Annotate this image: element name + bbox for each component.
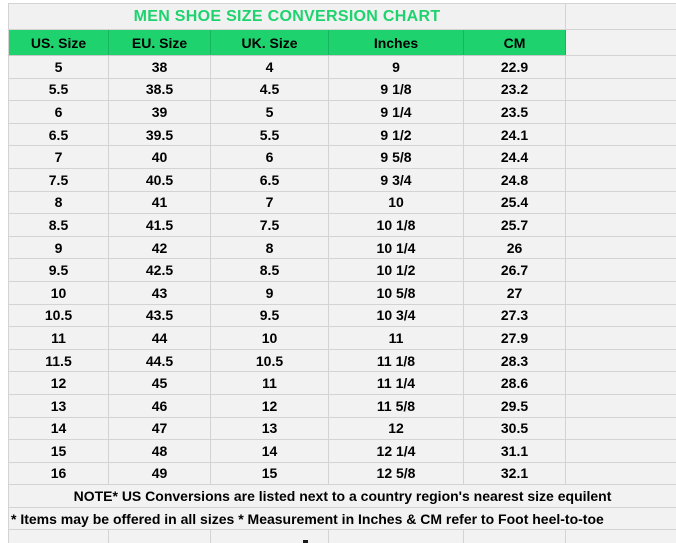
- column-header-eu-size: EU. Size: [109, 30, 211, 56]
- table-cell: 25.4: [464, 191, 566, 214]
- empty-column-cell: [566, 304, 676, 327]
- table-cell: 27.3: [464, 304, 566, 327]
- table-cell: 44: [109, 327, 211, 350]
- column-header-uk-size: UK. Size: [211, 30, 329, 56]
- table-cell: 38.5: [109, 78, 211, 101]
- table-cell: 45: [109, 372, 211, 395]
- table-cell: 11 1/4: [329, 372, 464, 395]
- column-header-inches: Inches: [329, 30, 464, 56]
- table-cell: 39.5: [109, 123, 211, 146]
- empty-corner-cell: [566, 4, 676, 30]
- empty-column-cell: [566, 372, 676, 395]
- table-cell: 5: [211, 101, 329, 124]
- table-cell: 6.5: [9, 123, 109, 146]
- empty-column-cell: [566, 417, 676, 440]
- clipped-empty-cell: [566, 530, 676, 543]
- table-row: [9, 236, 676, 259]
- empty-column-cell: [566, 146, 676, 169]
- table-cell: 24.1: [464, 123, 566, 146]
- table-cell: 9.5: [9, 259, 109, 282]
- table-cell: 9: [211, 281, 329, 304]
- table-cell: 42: [109, 236, 211, 259]
- table-cell: 32.1: [464, 462, 566, 485]
- table-row: [9, 56, 676, 79]
- table-cell: 8.5: [9, 214, 109, 237]
- table-cell: 8.5: [211, 259, 329, 282]
- table-cell: 12: [329, 417, 464, 440]
- empty-column-cell: [566, 101, 676, 124]
- table-cell: 10.5: [9, 304, 109, 327]
- table-row: [9, 123, 676, 146]
- table-row: [9, 259, 676, 282]
- table-cell: 10 1/4: [329, 236, 464, 259]
- note-us-conversions: NOTE* US Conversions are listed next to a country region's nearest size equilent: [9, 485, 676, 508]
- table-cell: 23.2: [464, 78, 566, 101]
- table-row: [9, 440, 676, 463]
- empty-column-cell: [566, 123, 676, 146]
- table-row: [9, 146, 676, 169]
- table-row: [9, 417, 676, 440]
- header-row: [9, 30, 676, 56]
- table-cell: 11: [211, 372, 329, 395]
- table-row: [9, 214, 676, 237]
- table-cell: 24.8: [464, 168, 566, 191]
- table-cell: 7: [9, 146, 109, 169]
- clipped-empty-cell: [464, 530, 566, 543]
- empty-column-cell: [566, 259, 676, 282]
- table-cell: 28.6: [464, 372, 566, 395]
- table-cell: 10 5/8: [329, 281, 464, 304]
- table-cell: 46: [109, 394, 211, 417]
- empty-column-cell: [566, 56, 676, 79]
- table-cell: 43.5: [109, 304, 211, 327]
- table-cell: 30.5: [464, 417, 566, 440]
- table-cell: 5.5: [211, 123, 329, 146]
- table-cell: 4: [211, 56, 329, 79]
- table-row: [9, 394, 676, 417]
- table-cell: 6: [9, 101, 109, 124]
- table-cell: 6: [211, 146, 329, 169]
- table-cell: 10: [9, 281, 109, 304]
- table-cell: 11: [9, 327, 109, 350]
- table-row: [9, 101, 676, 124]
- table-cell: 14: [9, 417, 109, 440]
- table-title: MEN SHOE SIZE CONVERSION CHART: [9, 4, 566, 30]
- table-cell: 23.5: [464, 101, 566, 124]
- table-row: [9, 78, 676, 101]
- column-header-us-size: US. Size: [9, 30, 109, 56]
- clipped-empty-cell: [109, 530, 211, 543]
- table-cell: 28.3: [464, 349, 566, 372]
- table-cell: 9 1/8: [329, 78, 464, 101]
- table-cell: 43: [109, 281, 211, 304]
- empty-column-cell: [566, 30, 676, 56]
- empty-column-cell: [566, 78, 676, 101]
- table-cell: 10 1/2: [329, 259, 464, 282]
- table-cell: 26.7: [464, 259, 566, 282]
- table-cell: 15: [9, 440, 109, 463]
- note-row: [9, 485, 676, 508]
- table-cell: 41: [109, 191, 211, 214]
- table-row: [9, 281, 676, 304]
- table-cell: 48: [109, 440, 211, 463]
- table-cell: 8: [9, 191, 109, 214]
- table-cell: 42.5: [109, 259, 211, 282]
- table-cell: 4.5: [211, 78, 329, 101]
- table-cell: 9: [9, 236, 109, 259]
- table-row: [9, 304, 676, 327]
- table-row: [9, 327, 676, 350]
- table-cell: 47: [109, 417, 211, 440]
- table-cell: 7.5: [9, 168, 109, 191]
- table-cell: 15: [211, 462, 329, 485]
- table-cell: 38: [109, 56, 211, 79]
- table-cell: 25.7: [464, 214, 566, 237]
- empty-column-cell: [566, 236, 676, 259]
- table-cell: 10: [329, 191, 464, 214]
- table-cell: 27.9: [464, 327, 566, 350]
- table-cell: 11: [329, 327, 464, 350]
- empty-column-cell: [566, 349, 676, 372]
- table-cell: 11.5: [9, 349, 109, 372]
- empty-column-cell: [566, 394, 676, 417]
- empty-column-cell: [566, 191, 676, 214]
- empty-column-cell: [566, 327, 676, 350]
- table-cell: 10 1/8: [329, 214, 464, 237]
- table-cell: 12: [9, 372, 109, 395]
- column-header-cm: CM: [464, 30, 566, 56]
- table-footer: [9, 485, 676, 543]
- empty-column-cell: [566, 462, 676, 485]
- men-shoe-size-conversion-table: [8, 3, 676, 543]
- note-row: [9, 507, 676, 530]
- table-cell: 10.5: [211, 349, 329, 372]
- note-measurement: * Items may be offered in all sizes * Measurement in Inches & CM refer to Foot heel-to-toe: [9, 507, 676, 530]
- table-cell: 14: [211, 440, 329, 463]
- clipped-empty-cell: [9, 530, 109, 543]
- table-cell: 39: [109, 101, 211, 124]
- table-cell: 40: [109, 146, 211, 169]
- table-cell: 41.5: [109, 214, 211, 237]
- table-cell: 8: [211, 236, 329, 259]
- title-row: [9, 4, 676, 30]
- table-cell: 40.5: [109, 168, 211, 191]
- table-cell: 44.5: [109, 349, 211, 372]
- table-cell: 11 5/8: [329, 394, 464, 417]
- table-cell: 7.5: [211, 214, 329, 237]
- table-row: [9, 372, 676, 395]
- table-row: [9, 168, 676, 191]
- table-cell: 6.5: [211, 168, 329, 191]
- table-cell: 5.5: [9, 78, 109, 101]
- table-cell: 24.4: [464, 146, 566, 169]
- table-cell: 49: [109, 462, 211, 485]
- clipped-empty-cell: [211, 530, 329, 543]
- empty-column-cell: [566, 168, 676, 191]
- table-row: [9, 349, 676, 372]
- table-cell: 13: [211, 417, 329, 440]
- table-cell: 29.5: [464, 394, 566, 417]
- table-cell: 12: [211, 394, 329, 417]
- table-cell: 5: [9, 56, 109, 79]
- clipped-empty-cell: [329, 530, 464, 543]
- table-row: [9, 462, 676, 485]
- table-row: [9, 191, 676, 214]
- table-cell: 9 3/4: [329, 168, 464, 191]
- empty-column-cell: [566, 281, 676, 304]
- table-cell: 11 1/8: [329, 349, 464, 372]
- table-cell: 13: [9, 394, 109, 417]
- table-cell: 10: [211, 327, 329, 350]
- table-cell: 16: [9, 462, 109, 485]
- empty-column-cell: [566, 440, 676, 463]
- table-cell: 9 5/8: [329, 146, 464, 169]
- table-cell: 10 3/4: [329, 304, 464, 327]
- table-cell: 9 1/4: [329, 101, 464, 124]
- table-cell: 12 1/4: [329, 440, 464, 463]
- clipped-bottom-row: [9, 530, 676, 543]
- table-cell: 9: [329, 56, 464, 79]
- empty-column-cell: [566, 214, 676, 237]
- table-cell: 31.1: [464, 440, 566, 463]
- table-cell: 22.9: [464, 56, 566, 79]
- table-cell: 26: [464, 236, 566, 259]
- table-cell: 7: [211, 191, 329, 214]
- table-cell: 9 1/2: [329, 123, 464, 146]
- table-cell: 12 5/8: [329, 462, 464, 485]
- table-cell: 9.5: [211, 304, 329, 327]
- table-body: [9, 56, 676, 485]
- table-cell: 27: [464, 281, 566, 304]
